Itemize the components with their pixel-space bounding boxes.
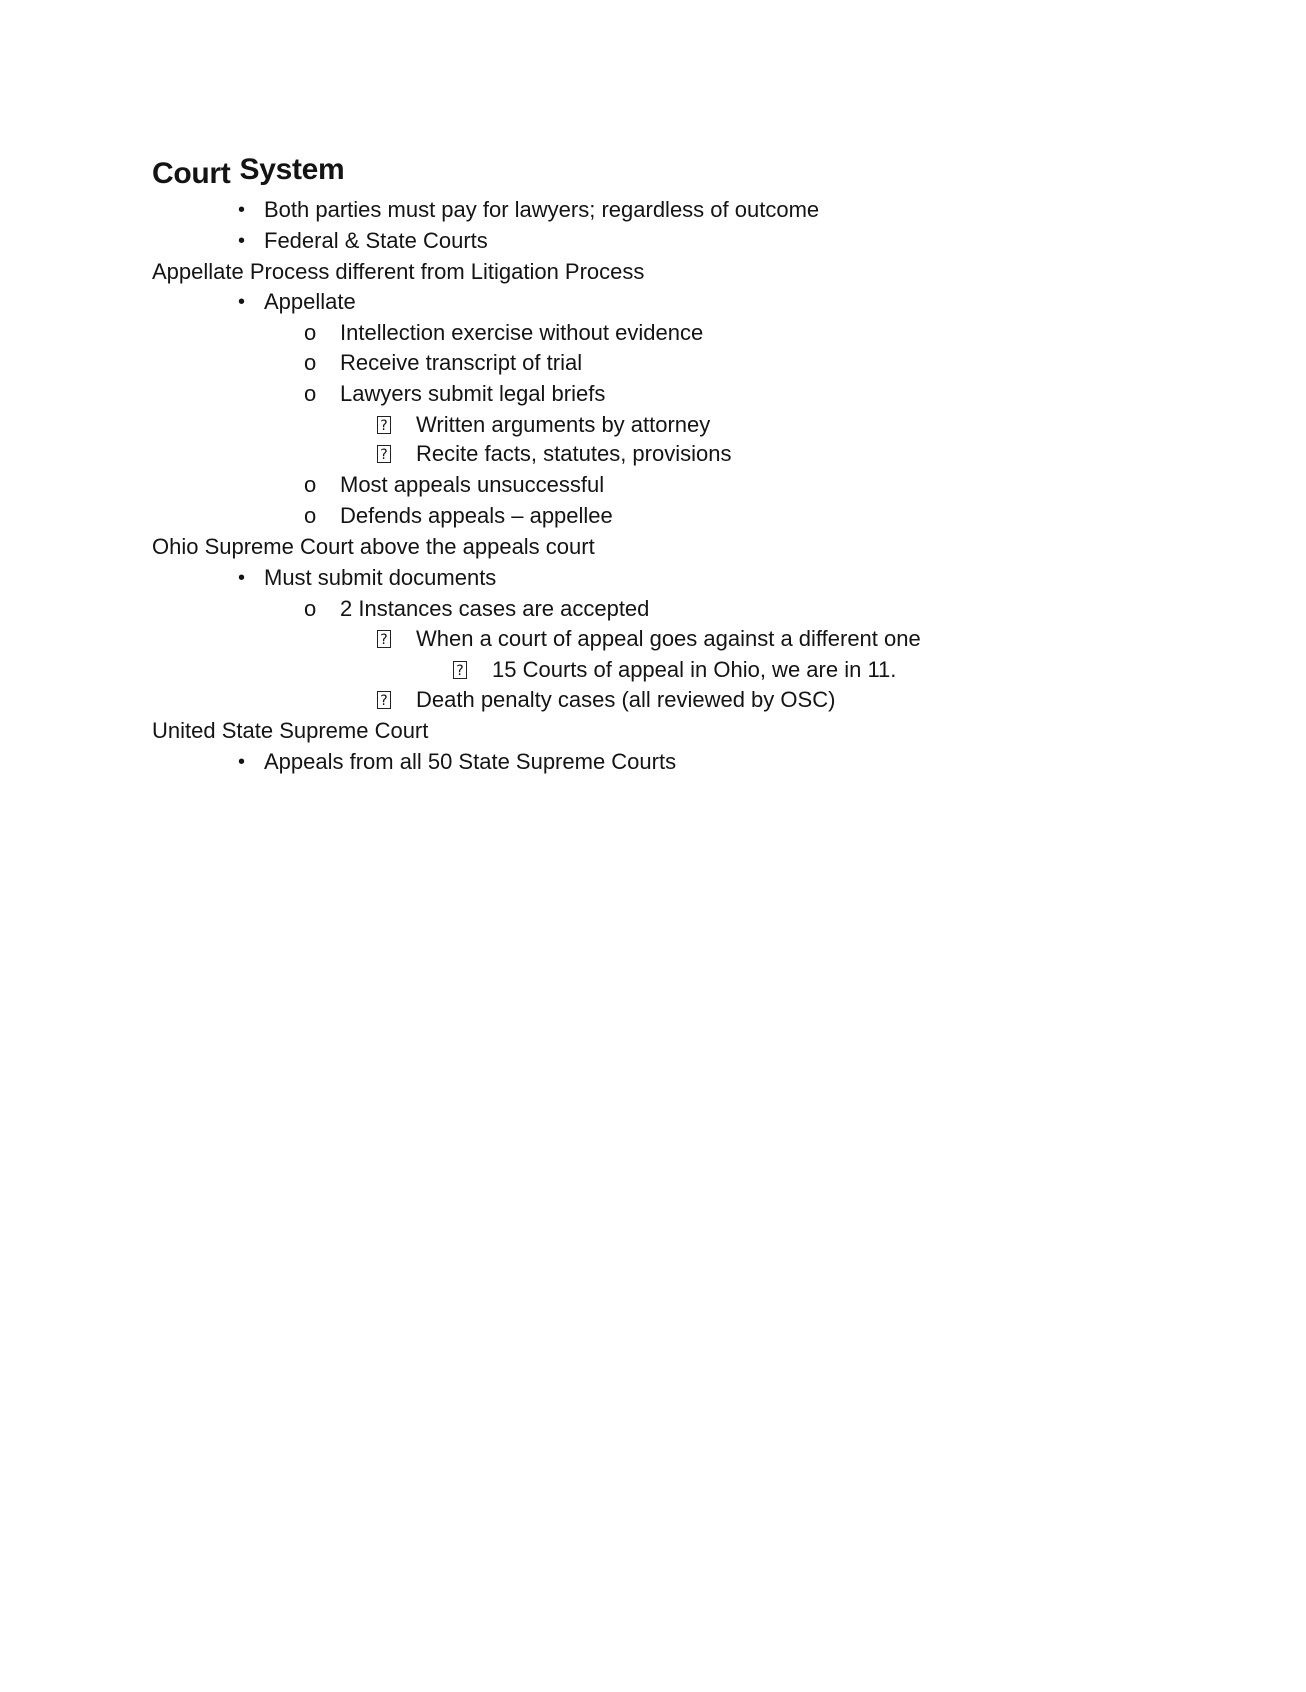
circle-marker: o bbox=[304, 596, 317, 621]
circle-marker: o bbox=[304, 320, 317, 345]
section-heading: United State Supreme Court bbox=[152, 718, 429, 743]
list-item: Death penalty cases (all reviewed by OSC) bbox=[416, 687, 836, 712]
list-item: When a court of appeal goes against a different one bbox=[416, 626, 921, 651]
list-item: Both parties must pay for lawyers; regardless of outcome bbox=[264, 197, 820, 222]
circle-marker: o bbox=[304, 472, 317, 497]
bullet-marker: • bbox=[238, 199, 246, 221]
square-marker: ? bbox=[377, 691, 391, 709]
list-item: Federal & State Courts bbox=[264, 228, 488, 253]
square-marker: ? bbox=[377, 416, 391, 434]
bullet-marker: • bbox=[238, 291, 246, 313]
square-marker: ? bbox=[377, 630, 391, 648]
list-item: 15 Courts of appeal in Ohio, we are in 11. bbox=[492, 657, 897, 682]
circle-marker: o bbox=[304, 381, 317, 406]
list-item: Intellection exercise without evidence bbox=[340, 320, 704, 345]
list-item: Lawyers submit legal briefs bbox=[340, 381, 606, 406]
circle-marker: o bbox=[304, 350, 317, 375]
bullet-marker: • bbox=[238, 751, 246, 773]
section-heading: Ohio Supreme Court above the appeals court bbox=[152, 534, 595, 559]
list-item: Must submit documents bbox=[264, 565, 497, 590]
page-title bbox=[152, 153, 345, 192]
list-item: Receive transcript of trial bbox=[340, 350, 583, 375]
list-item: Appeals from all 50 State Supreme Courts bbox=[264, 749, 677, 774]
list-item: Defends appeals – appellee bbox=[340, 503, 613, 528]
bullet-marker: • bbox=[238, 230, 246, 252]
list-item: Most appeals unsuccessful bbox=[340, 472, 605, 497]
circle-marker: o bbox=[304, 503, 317, 528]
list-item: Appellate bbox=[264, 289, 356, 314]
title-word-system: System bbox=[239, 153, 345, 186]
bullet-marker: • bbox=[238, 567, 246, 589]
title-word-court: Court bbox=[152, 157, 231, 190]
section-heading: Appellate Process different from Litigation Process bbox=[152, 259, 645, 284]
list-item: Written arguments by attorney bbox=[416, 412, 711, 437]
list-item: Recite facts, statutes, provisions bbox=[416, 441, 732, 466]
list-item: 2 Instances cases are accepted bbox=[340, 596, 650, 621]
square-marker: ? bbox=[453, 661, 467, 679]
square-marker: ? bbox=[377, 445, 391, 463]
